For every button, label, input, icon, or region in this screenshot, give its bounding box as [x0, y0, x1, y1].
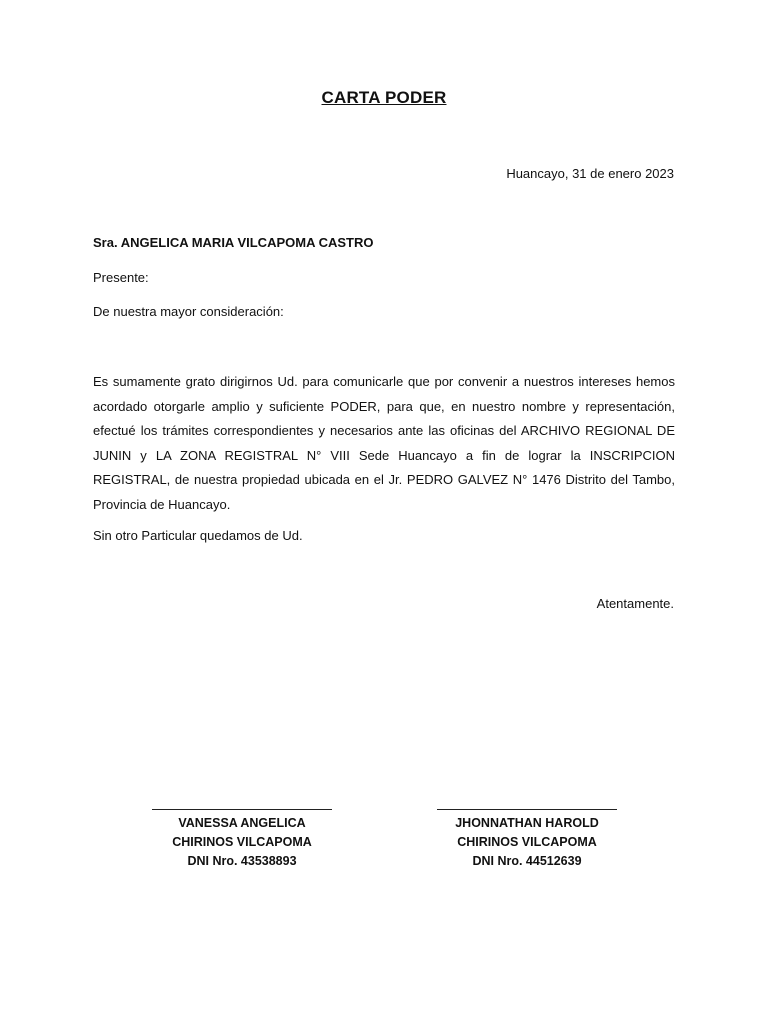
farewell: Atentamente. — [596, 596, 674, 611]
signature-line — [152, 797, 332, 810]
signature-block-left — [152, 797, 332, 871]
signer-first-names: VANESSA ANGELICA — [178, 816, 306, 830]
document-date: Huancayo, 31 de enero 2023 — [506, 166, 674, 181]
body-paragraph: Es sumamente grato dirigirnos Ud. para comunicarle que por convenir a nuestros intereses hemos acordado otorgarle amplio y suficiente PODER, para que, en nuestro nombre y representación, efectué los trámites correspondientes y necesarios ante las oficinas del ARCHIVO REGIONAL DE JUNIN y LA ZONA REGISTRAL N° VIII Sede Huancayo a fin de lograr la INSCRIPCION REGISTRAL, de nuestra propiedad ubicada en el Jr. PEDRO GALVEZ N° 1476 Distrito del Tambo, Provincia de Huancayo. — [93, 374, 675, 512]
signature-line — [437, 797, 617, 810]
addressee: Sra. ANGELICA MARIA VILCAPOMA CASTRO — [93, 235, 374, 250]
greeting: Presente: — [93, 270, 149, 285]
document-title: CARTA PODER — [321, 88, 447, 107]
signer-last-names: CHIRINOS VILCAPOMA — [457, 835, 597, 849]
signer-last-names: CHIRINOS VILCAPOMA — [172, 835, 312, 849]
signer-dni: DNI Nro. 43538893 — [187, 854, 297, 868]
salutation: De nuestra mayor consideración: — [93, 304, 284, 319]
signer-first-names: JHONNATHAN HAROLD — [455, 816, 599, 830]
closing-line: Sin otro Particular quedamos de Ud. — [93, 528, 303, 543]
signature-block-right — [437, 797, 617, 871]
signer-dni: DNI Nro. 44512639 — [472, 854, 582, 868]
